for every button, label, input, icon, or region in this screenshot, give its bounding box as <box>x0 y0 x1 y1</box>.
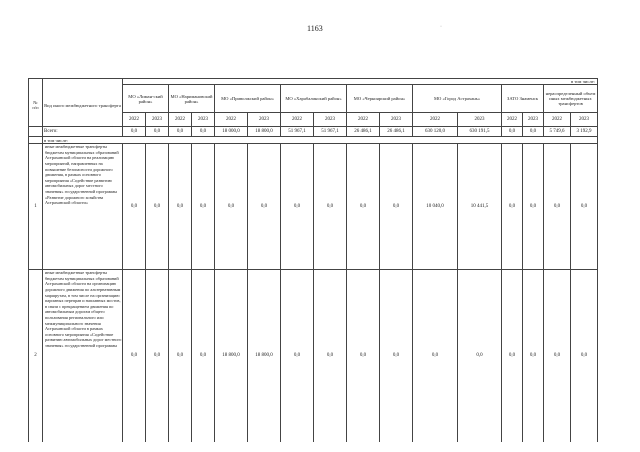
year-cell: 2022 <box>544 113 571 127</box>
cell-value: 0,0 <box>544 144 571 270</box>
cell-value: 0,0 <box>146 144 169 270</box>
group-header: МО «Лиман-ский район» <box>123 85 169 113</box>
cell-value: 0,0 <box>502 270 523 442</box>
type-header: Вид иного межбюджетного трансферта <box>43 85 123 127</box>
cell-value: 0,0 <box>571 270 598 442</box>
total-value: 630 120,0 <box>413 127 458 137</box>
cell-value: 0,0 <box>169 144 192 270</box>
total-value: 0,0 <box>123 127 146 137</box>
row-number: 2 <box>29 270 43 442</box>
row-number: 1 <box>29 144 43 270</box>
group-header: МО «Черноярский район» <box>347 85 413 113</box>
cell-value: 0,0 <box>169 270 192 442</box>
year-cell: 2022 <box>502 113 523 127</box>
group-header: МО «Наримановский район» <box>169 85 215 113</box>
cell-value: 0,0 <box>123 144 146 270</box>
cell-value: 0,0 <box>281 144 314 270</box>
year-cell: 2023 <box>523 113 544 127</box>
total-value: 51 967,1 <box>314 127 347 137</box>
total-value: 18 000,0 <box>215 127 248 137</box>
row-description: иные межбюджетные трансферты бюджетам муниципальных образований Астраханской области на реализацию мероприятий, направленных на повышение безопасности дорожного движения, в рамках основного мероприятия «Содействие развитию автомобильных дорог местного значения» государственной программы «Развитие дорожного хозяйства Астраханской области» <box>43 144 123 270</box>
year-cell: 2022 <box>215 113 248 127</box>
blank-cell <box>29 127 43 137</box>
total-label: Всего: <box>43 127 123 137</box>
year-cell: 2022 <box>169 113 192 127</box>
transfers-table <box>28 78 598 442</box>
blank-cell <box>29 137 43 144</box>
year-cell: 2023 <box>248 113 281 127</box>
cell-value: 0,0 <box>192 144 215 270</box>
total-value: 0,0 <box>192 127 215 137</box>
year-cell: 2023 <box>314 113 347 127</box>
total-value: 51 967,1 <box>281 127 314 137</box>
cell-value: 18 800,0 <box>215 270 248 442</box>
total-value: 0,0 <box>502 127 523 137</box>
total-value: 0,0 <box>523 127 544 137</box>
cell-value: 0,0 <box>380 144 413 270</box>
including-header: в том числе: <box>123 79 598 85</box>
total-value: 630 191,5 <box>458 127 502 137</box>
cell-value: 0,0 <box>146 270 169 442</box>
year-cell: 2023 <box>380 113 413 127</box>
group-header: ЗАТО Знаменск <box>502 85 544 113</box>
cell-value: 0,0 <box>413 270 458 442</box>
cell-value: 0,0 <box>192 270 215 442</box>
cell-value: 10 040,0 <box>413 144 458 270</box>
total-value: 18 800,0 <box>248 127 281 137</box>
group-header: МО «Город Астрахань» <box>413 85 502 113</box>
including-row: в том числе: <box>43 137 598 144</box>
year-cell: 2023 <box>146 113 169 127</box>
group-header: МО «Харабалинский район» <box>281 85 347 113</box>
cell-value: 0,0 <box>314 144 347 270</box>
page-number: 1163 <box>307 24 323 33</box>
no-header: № п/п <box>29 85 43 127</box>
cell-value: 0,0 <box>380 270 413 442</box>
total-value: 26 486,1 <box>347 127 380 137</box>
cell-value: 0,0 <box>347 144 380 270</box>
cell-value: 0,0 <box>281 270 314 442</box>
year-cell: 2023 <box>192 113 215 127</box>
cell-value: 0,0 <box>347 270 380 442</box>
cell-value: 0,0 <box>123 270 146 442</box>
total-value: 0,0 <box>146 127 169 137</box>
group-header: нераспределенный объем иных межбюджетных трансфертов <box>544 85 598 113</box>
year-cell: 2022 <box>347 113 380 127</box>
group-header: МО «Приволжский район» <box>215 85 281 113</box>
corner-mark: · <box>440 24 442 30</box>
cell-value: 10 441,5 <box>458 144 502 270</box>
cell-value: 0,0 <box>523 270 544 442</box>
total-value: 26 486,1 <box>380 127 413 137</box>
year-cell: 2022 <box>413 113 458 127</box>
cell-value: 0,0 <box>544 270 571 442</box>
cell-value: 0,0 <box>523 144 544 270</box>
cell-value: 0,0 <box>215 144 248 270</box>
year-cell: 2023 <box>571 113 598 127</box>
year-cell: 2022 <box>281 113 314 127</box>
cell-value: 0,0 <box>314 270 347 442</box>
year-cell: 2022 <box>123 113 146 127</box>
total-value: 3 192,9 <box>571 127 598 137</box>
cell-value: 0,0 <box>458 270 502 442</box>
cell-value: 0,0 <box>502 144 523 270</box>
cell-value: 0,0 <box>571 144 598 270</box>
cell-value: 18 800,0 <box>248 270 281 442</box>
total-value: 5 749,6 <box>544 127 571 137</box>
cell-value: 0,0 <box>248 144 281 270</box>
total-value: 0,0 <box>169 127 192 137</box>
year-cell: 2023 <box>458 113 502 127</box>
row-description: иные межбюджетные трансферты бюджетам муниципальных образований Астраханской области на организацию дорожного движения по альтернативным маршрутам, в том числе на организацию паромных переправ и наплавных мостов, в связи с прекращением движения по автомобильным дорогам общего пользования регионального или межмуниципального значения Астраханской области в рамках основного мероприятия «Содействие развитию автомобильных дорог местного значения» государственной программы <box>43 270 123 442</box>
